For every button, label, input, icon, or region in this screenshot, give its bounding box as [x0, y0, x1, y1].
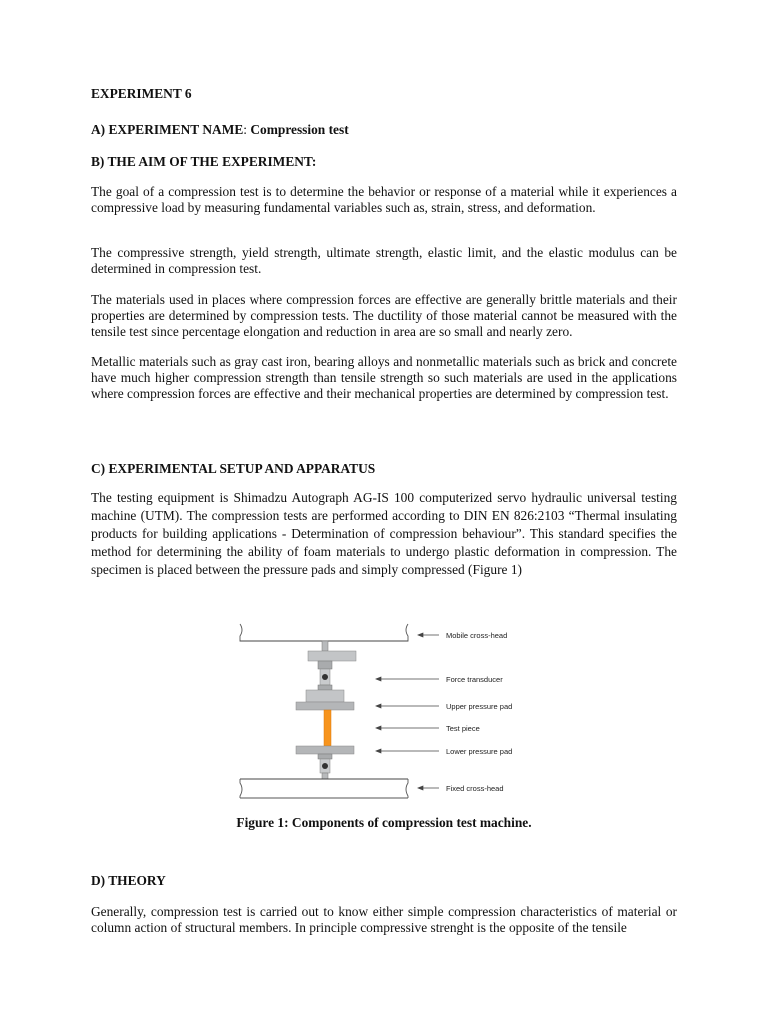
- force-transducer-shape: [308, 641, 356, 690]
- aim-paragraph-1: The goal of a compression test is to determine the behavior or response of a material while it experiences a compressive load by measuring fundamental variables such as, strain, stress, and deformation.: [91, 184, 677, 215]
- lower-pressure-pad-shape: [296, 746, 354, 779]
- apparatus-paragraph: The testing equipment is Shimadzu Autograph AG-IS 100 computerized servo hydraulic universal testing machine (UTM). The compression tests are performed according to DIN EN 826:2103 “Thermal insulating products for building applications - Determination of compression behaviour”. This standard specifies the method for determining the ability of foam materials to undergo plastic deformation in compression. The specimen is placed between the pressure pads and simply compressed (Figure 1): [91, 490, 677, 577]
- label-test-piece: Test piece: [446, 724, 480, 733]
- experiment-name-value: Compression test: [247, 122, 349, 137]
- figure-caption: Figure 1: Components of compression test machine.: [236, 815, 532, 830]
- test-piece-shape: [324, 710, 331, 746]
- label-lower-pressure-pad: Lower pressure pad: [446, 747, 513, 756]
- aim-heading: B) THE AIM OF THE EXPERIMENT:: [91, 154, 317, 169]
- callout-arrows: [376, 633, 439, 790]
- theory-paragraph: Generally, compression test is carried out to know either simple compression characteristics of material or column action of structural members. In principle compressive strenght is the opposite of the tensile: [91, 904, 677, 935]
- label-force-transducer: Force transducer: [446, 675, 503, 684]
- theory-heading: D) THEORY: [91, 873, 166, 888]
- label-fixed-cross-head: Fixed cross-head: [446, 784, 504, 793]
- experiment-name-label: A) EXPERIMENT NAME: [91, 122, 244, 137]
- experiment-title: EXPERIMENT 6: [91, 86, 192, 101]
- mobile-cross-head-shape: [240, 624, 408, 641]
- experiment-name-line: [91, 122, 677, 138]
- compression-machine-diagram: [228, 618, 540, 808]
- aim-paragraph-2: The compressive strength, yield strength, ultimate strength, elastic limit, and the elastic modulus can be determined in compression test.: [91, 245, 677, 276]
- compression-machine-figure: [228, 618, 540, 808]
- upper-pressure-pad-shape: [296, 690, 354, 710]
- aim-paragraph-4: Metallic materials such as gray cast iron, bearing alloys and nonmetallic materials such as brick and concrete have much higher compression strength than tensile strength so such materials are used in the applications where compression forces are effective and their mechanical properties are determined by compression test.: [91, 354, 677, 401]
- fixed-cross-head-shape: [240, 779, 408, 798]
- label-upper-pressure-pad: Upper pressure pad: [446, 702, 513, 711]
- label-mobile-cross-head: Mobile cross-head: [446, 631, 508, 640]
- experiment-name-separator: :: [243, 122, 247, 137]
- aim-paragraph-3: The materials used in places where compression forces are effective are generally brittle materials and their properties are determined by compression tests. The ductility of those material cannot be measured with the tensile test since percentage elongation and reduction in area are so small and nearly zero.: [91, 292, 677, 339]
- apparatus-heading: C) EXPERIMENTAL SETUP AND APPARATUS: [91, 461, 376, 476]
